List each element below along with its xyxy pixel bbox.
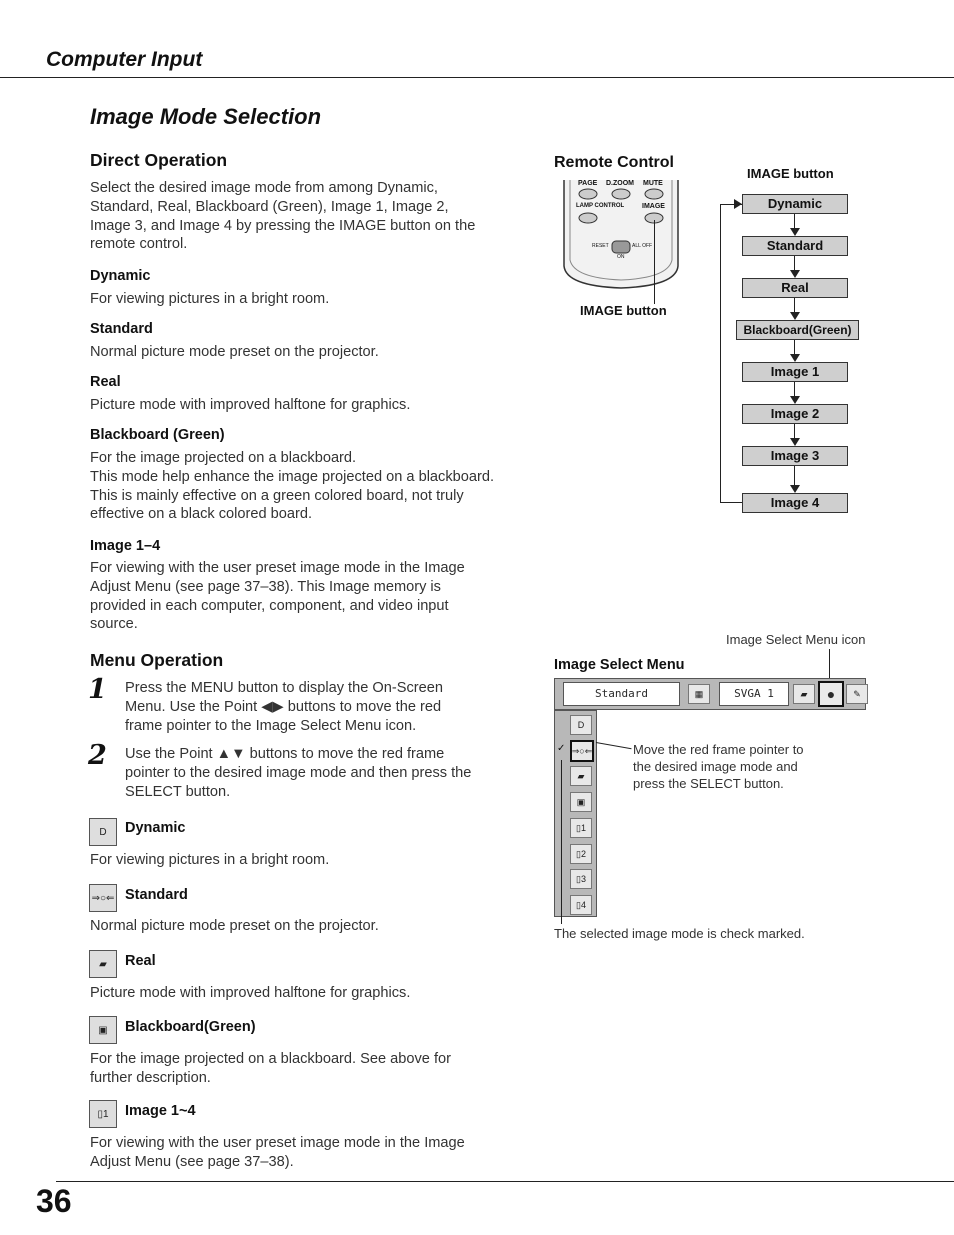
mode-heading-standard: Standard [90,321,153,337]
menu-mode-dynamic: Dynamic [125,820,186,836]
flow-loop-arrowhead [734,199,742,209]
osd-image-select-icon[interactable]: ● [818,681,844,707]
pointer-caption: Move the red frame pointer to the desired image mode and press the SELECT button. [633,742,804,791]
flow-arrow-4 [794,340,795,354]
osd-mode-field: Standard [563,682,680,706]
osd-list-dynamic-icon[interactable]: D [570,715,592,735]
mode-desc-standard: Normal picture mode preset on the projector. [90,344,379,360]
pointer-leader-line [596,742,632,749]
osd-list-image1-icon[interactable]: ▯1 [570,818,592,838]
direct-operation-heading: Direct Operation [90,150,228,170]
step-text-2: Use the Point ▲▼ buttons to move the red frame pointer to the desired image mode and then press the SELECT button. [125,746,472,800]
remote-key-lamp: LAMP CONTROL [576,203,625,209]
image-button-label-bottom: IMAGE button [580,303,667,318]
mode-desc-real: Picture mode with improved halftone for graphics. [90,397,411,413]
flow-arrow-2 [794,256,795,270]
osd-list-image2-icon[interactable]: ▯2 [570,844,592,864]
mode-desc-blackboard: For the image projected on a blackboard. This mode help enhance the image projected on a blackboard. This is mainly effective on a green colored board, not truly effective on a black colored board. [90,450,495,523]
menu-mode-standard-desc: Normal picture mode preset on the projector. [90,918,379,934]
mode-heading-blackboard: Blackboard (Green) [90,427,225,443]
step-number-1: 1 [88,674,107,705]
check-mark-icon: ✓ [557,743,566,754]
menu-mode-blackboard-desc: For the image projected on a blackboard. See above for further description. [90,1051,452,1086]
real-mode-icon: ▰ [89,950,117,978]
flow-image4: Image 4 [742,493,848,513]
flow-dynamic: Dynamic [742,194,848,214]
osd-list-standard-icon[interactable]: ⇒○⇐ [570,740,594,762]
page-number: 36 [36,1183,72,1219]
flow-arrowhead-7 [790,485,800,493]
flow-real: Real [742,278,848,298]
remote-key-page: PAGE [578,180,598,187]
menu-operation-heading: Menu Operation [90,650,224,670]
remote-control-label: Remote Control [554,154,674,171]
image-select-menu-icon-caption: Image Select Menu icon [726,632,866,647]
step-number-2: 2 [88,740,107,771]
menu-mode-dynamic-desc: For viewing pictures in a bright room. [90,852,330,868]
flow-arrowhead-2 [790,270,800,278]
direct-intro: Select the desired image mode from among Dynamic, Standard, Real, Blackboard (Green), Image 1, Image 2, Image 3, and Image 4 by pressing the IMAGE button on the remote control. [90,180,476,253]
menu-mode-real-desc: Picture mode with improved halftone for graphics. [90,985,411,1001]
header-rule [0,77,954,78]
check-caption: The selected image mode is check marked. [554,926,805,941]
osd-menu-bar [554,678,866,710]
dynamic-mode-icon: D [89,818,117,846]
flow-image3: Image 3 [742,446,848,466]
menu-icon-leader-line [829,649,830,681]
osd-list-blackboard-icon[interactable]: ▣ [570,792,592,812]
mode-desc-dynamic: For viewing pictures in a bright room. [90,291,330,307]
remote-key-on: ON [617,254,625,260]
flow-arrowhead-3 [790,312,800,320]
flow-arrow-5 [794,382,795,396]
menu-mode-real: Real [125,953,156,969]
image-mode-icon: ▯1 [89,1100,117,1128]
image-button-leader-line [654,220,655,304]
step-text-1: Press the MENU button to display the On-Screen Menu. Use the Point ◀▶ buttons to move the red frame pointer to the Image Select Menu icon. [125,680,443,734]
mode-heading-dynamic: Dynamic [90,268,151,284]
mode-heading-image14: Image 1–4 [90,538,161,554]
osd-image-adjust-icon[interactable]: ✎ [846,684,868,704]
flow-standard: Standard [742,236,848,256]
flow-arrow-6 [794,424,795,438]
osd-list-image4-icon[interactable]: ▯4 [570,895,592,915]
menu-mode-image14-desc: For viewing with the user preset image mode in the Image Adjust Menu (see page 37–38). [90,1135,465,1170]
blackboard-mode-icon: ▣ [89,1016,117,1044]
page-title: Image Mode Selection [90,104,322,129]
image-button-label-top: IMAGE button [747,166,834,181]
flow-arrowhead-6 [790,438,800,446]
standard-mode-icon: ⇒○⇐ [89,884,117,912]
flow-arrowhead-1 [790,228,800,236]
remote-key-mute: MUTE [643,180,663,187]
menu-mode-image14: Image 1~4 [125,1103,196,1119]
remote-key-alloff: ALL OFF [632,243,653,249]
remote-key-dzoom: D.ZOOM [606,180,634,187]
osd-list-image3-icon[interactable]: ▯3 [570,869,592,889]
osd-source-field: SVGA 1 [719,682,789,706]
remote-key-image: IMAGE [642,203,665,210]
flow-arrowhead-4 [790,354,800,362]
flow-arrowhead-5 [790,396,800,404]
flow-loop-line [720,204,742,503]
osd-computer-icon[interactable]: ▰ [793,684,815,704]
check-leader-line [561,760,562,924]
mode-desc-image14: For viewing with the user preset image mode in the Image Adjust Menu (see page 37–38). This Image memory is provided in each computer, component, and video input source. [90,560,465,633]
mode-heading-real: Real [90,374,121,390]
menu-mode-standard: Standard [125,887,188,903]
footer-rule [56,1181,954,1182]
menu-mode-blackboard: Blackboard(Green) [125,1019,256,1035]
osd-list-real-icon[interactable]: ▰ [570,766,592,786]
image-select-menu-label: Image Select Menu [554,657,685,673]
flow-image1: Image 1 [742,362,848,382]
flow-arrow-7 [794,466,795,485]
osd-display-icon[interactable]: ▦ [688,684,710,704]
section-header: Computer Input [46,48,203,71]
flow-arrow-3 [794,298,795,312]
remote-control-illustration [560,180,682,292]
flow-blackboard: Blackboard(Green) [736,320,859,340]
flow-image2: Image 2 [742,404,848,424]
flow-arrow-1 [794,214,795,228]
remote-key-reset: RESET [592,243,609,249]
